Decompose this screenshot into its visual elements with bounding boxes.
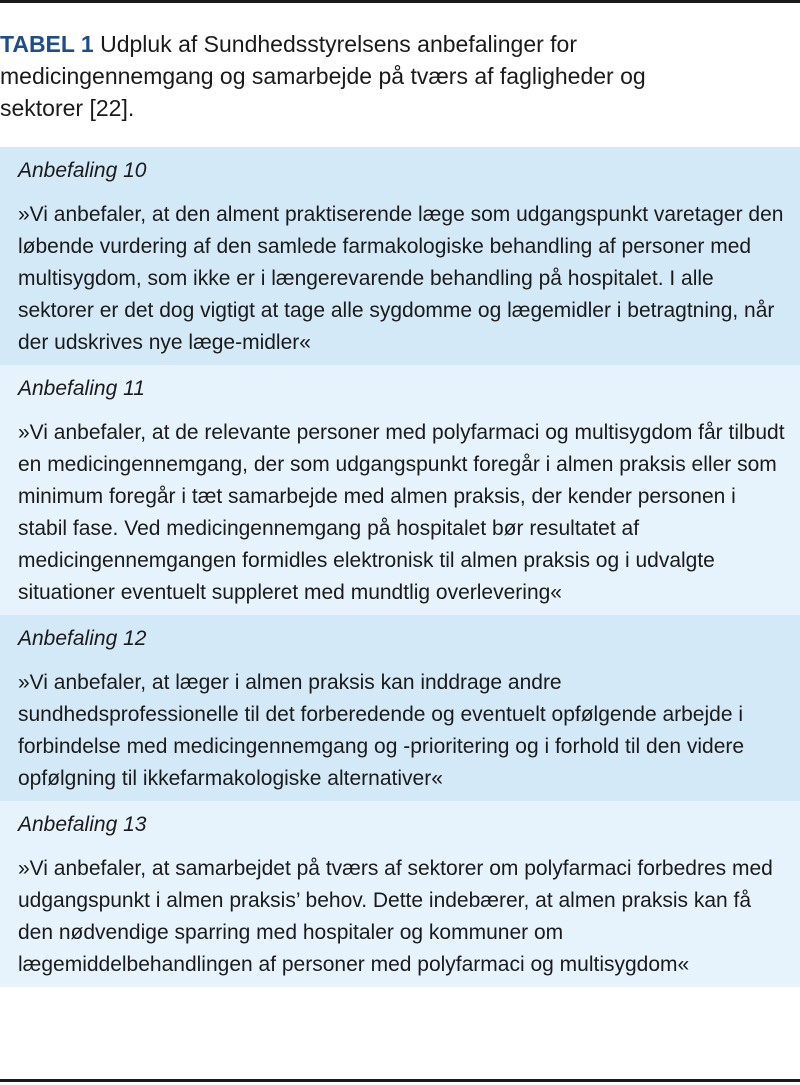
recommendation-heading: Anbefaling 13 [18,813,147,836]
bottom-rule [0,1079,800,1082]
recommendation-text: »Vi anbefaler, at de relevante personer med polyfarmaci og multisygdom får tilbudt en medicingennemgang, der som udgangspunkt foregår i almen praksis eller som minimum foregår i tæt samarbejde med almen praksis, der kender personen i stabil fase. Ved medicingennemgang på hospitalet bør resultatet af medicingennemgangen formidles elektronisk til almen praksis og i udvalgte situationer eventuelt suppleret med mundtlig overlevering« [18,421,785,604]
recommendation-10 [0,147,800,365]
top-rule [0,0,800,3]
recommendation-11 [0,365,800,615]
recommendation-text: »Vi anbefaler, at samarbejdet på tværs af sektorer om polyfarmaci forbedres med udgangspunkt i almen praksis’ behov. Dette indebærer, at almen praksis kan få den nødvendige sparring med hospitaler og kommuner om lægemiddelbehandlingen af personer med polyfarmaci og multisygdom« [18,857,773,976]
table-title: Udpluk af Sundhedsstyrelsens anbefalinger for medicingennemgang og samarbejde på tværs af fagligheder og sektorer [22]. [0,31,646,121]
recommendation-text: »Vi anbefaler, at læger i almen praksis kan inddrage andre sundhedsprofessionelle til det forberedende og eventuelt opfølgende arbejde i forbindelse med medicingennemgang og -prioritering og i forhold til den videre opfølgning til ikkefarmakologiske alternativer« [18,671,745,790]
recommendation-heading: Anbefaling 11 [18,377,145,400]
table-label: TABEL 1 [0,31,94,57]
recommendation-heading: Anbefaling 10 [18,159,147,182]
table-caption [0,28,700,124]
recommendation-13 [0,801,800,987]
recommendation-12 [0,615,800,801]
recommendation-heading: Anbefaling 12 [18,627,147,650]
recommendation-text: »Vi anbefaler, at den alment praktiserende læge som udgangspunkt varetager den løbende vurdering af den samlede farmakologiske behandling af personer med multisygdom, som ikke er i længerevarende behandling på hospitalet. I alle sektorer er det dog vigtigt at tage alle sygdomme og lægemidler i betragtning, når der udskrives nye læge-midler« [18,203,784,354]
recommendations-table [0,147,800,987]
